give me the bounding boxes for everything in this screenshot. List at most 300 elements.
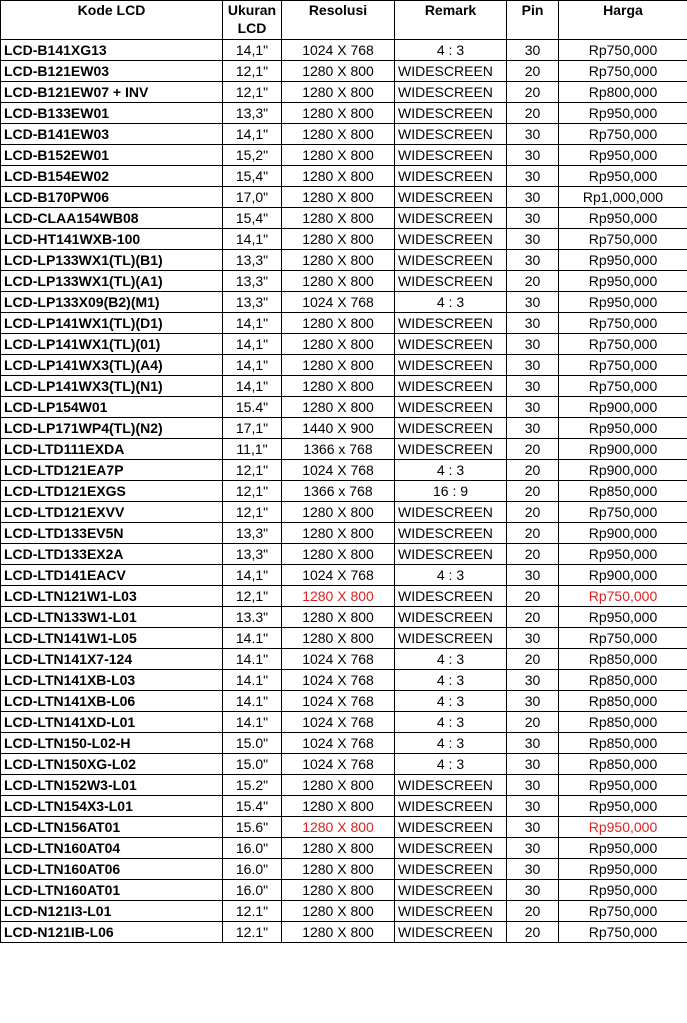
table-row	[1, 313, 687, 334]
cell-size: 12,1"	[223, 460, 282, 481]
table-row	[1, 271, 687, 292]
cell-pin: 30	[507, 733, 559, 754]
table-row	[1, 880, 687, 901]
cell-size: 14,1"	[223, 40, 282, 61]
table-row	[1, 124, 687, 145]
cell-price: Rp900,000	[559, 565, 687, 586]
cell-code: LCD-LTN152W3-L01	[1, 775, 223, 796]
cell-pin: 20	[507, 82, 559, 103]
cell-pin: 30	[507, 145, 559, 166]
cell-pin: 30	[507, 796, 559, 817]
table-row	[1, 565, 687, 586]
cell-price: Rp950,000	[559, 859, 687, 880]
cell-price: Rp900,000	[559, 523, 687, 544]
cell-remark: WIDESCREEN	[395, 187, 507, 208]
cell-remark: WIDESCREEN	[395, 355, 507, 376]
cell-resolution: 1280 X 800	[282, 397, 395, 418]
cell-price: Rp750,000	[559, 628, 687, 649]
cell-price: Rp850,000	[559, 649, 687, 670]
cell-remark: WIDESCREEN	[395, 397, 507, 418]
cell-remark: WIDESCREEN	[395, 271, 507, 292]
cell-price: Rp950,000	[559, 880, 687, 901]
cell-pin: 20	[507, 544, 559, 565]
cell-resolution: 1280 X 800	[282, 250, 395, 271]
table-row	[1, 586, 687, 607]
cell-remark: WIDESCREEN	[395, 523, 507, 544]
cell-resolution: 1280 X 800	[282, 61, 395, 82]
cell-pin: 30	[507, 250, 559, 271]
cell-code: LCD-N121IB-L06	[1, 922, 223, 943]
cell-price: Rp900,000	[559, 460, 687, 481]
cell-size: 16.0"	[223, 859, 282, 880]
table-row	[1, 376, 687, 397]
cell-pin: 20	[507, 439, 559, 460]
cell-size: 17,1"	[223, 418, 282, 439]
cell-code: LCD-LP141WX1(TL)(01)	[1, 334, 223, 355]
cell-resolution: 1280 X 800	[282, 628, 395, 649]
cell-remark: WIDESCREEN	[395, 607, 507, 628]
table-body	[1, 40, 687, 943]
table-row	[1, 796, 687, 817]
cell-price: Rp850,000	[559, 712, 687, 733]
cell-remark: 4 : 3	[395, 565, 507, 586]
cell-code: LCD-LP154W01	[1, 397, 223, 418]
cell-size: 12,1"	[223, 82, 282, 103]
cell-size: 14.1"	[223, 712, 282, 733]
cell-remark: WIDESCREEN	[395, 817, 507, 838]
cell-code: LCD-LTD133EV5N	[1, 523, 223, 544]
cell-code: LCD-LTD121EXVV	[1, 502, 223, 523]
cell-price: Rp950,000	[559, 796, 687, 817]
cell-price: Rp950,000	[559, 607, 687, 628]
cell-price: Rp950,000	[559, 817, 687, 838]
cell-pin: 30	[507, 775, 559, 796]
cell-size: 15.0"	[223, 754, 282, 775]
cell-size: 13,3"	[223, 523, 282, 544]
cell-size: 17,0"	[223, 187, 282, 208]
cell-remark: 4 : 3	[395, 670, 507, 691]
cell-size: 15.2"	[223, 775, 282, 796]
cell-pin: 20	[507, 901, 559, 922]
header-row	[1, 1, 687, 40]
cell-code: LCD-B170PW06	[1, 187, 223, 208]
cell-remark: WIDESCREEN	[395, 859, 507, 880]
cell-resolution: 1024 X 768	[282, 565, 395, 586]
cell-size: 12,1"	[223, 61, 282, 82]
cell-resolution: 1280 X 800	[282, 376, 395, 397]
cell-size: 14,1"	[223, 313, 282, 334]
cell-price: Rp950,000	[559, 544, 687, 565]
table-row	[1, 229, 687, 250]
cell-size: 14,1"	[223, 376, 282, 397]
cell-pin: 30	[507, 880, 559, 901]
cell-size: 12,1"	[223, 586, 282, 607]
cell-code: LCD-LTN154X3-L01	[1, 796, 223, 817]
cell-pin: 30	[507, 166, 559, 187]
cell-resolution: 1280 X 800	[282, 103, 395, 124]
cell-size: 13,3"	[223, 292, 282, 313]
cell-size: 15.4"	[223, 796, 282, 817]
cell-code: LCD-LTD121EXGS	[1, 481, 223, 502]
cell-code: LCD-LP141WX3(TL)(N1)	[1, 376, 223, 397]
cell-price: Rp850,000	[559, 691, 687, 712]
cell-pin: 20	[507, 481, 559, 502]
cell-remark: WIDESCREEN	[395, 250, 507, 271]
cell-remark: 4 : 3	[395, 712, 507, 733]
table-row	[1, 859, 687, 880]
cell-resolution: 1280 X 800	[282, 124, 395, 145]
cell-pin: 30	[507, 208, 559, 229]
cell-size: 15,4"	[223, 208, 282, 229]
cell-code: LCD-B141EW03	[1, 124, 223, 145]
table-row	[1, 145, 687, 166]
cell-size: 14,1"	[223, 124, 282, 145]
cell-remark: WIDESCREEN	[395, 376, 507, 397]
cell-code: LCD-LTN156AT01	[1, 817, 223, 838]
cell-remark: 16 : 9	[395, 481, 507, 502]
cell-remark: WIDESCREEN	[395, 418, 507, 439]
cell-code: LCD-LP133WX1(TL)(A1)	[1, 271, 223, 292]
cell-remark: WIDESCREEN	[395, 775, 507, 796]
cell-pin: 20	[507, 649, 559, 670]
cell-pin: 20	[507, 103, 559, 124]
cell-remark: WIDESCREEN	[395, 880, 507, 901]
cell-size: 15.6"	[223, 817, 282, 838]
cell-code: LCD-LTN141XB-L03	[1, 670, 223, 691]
cell-pin: 20	[507, 460, 559, 481]
cell-resolution: 1024 X 768	[282, 754, 395, 775]
cell-price: Rp900,000	[559, 439, 687, 460]
cell-resolution: 1280 X 800	[282, 523, 395, 544]
cell-code: LCD-LTN141X7-124	[1, 649, 223, 670]
table-row	[1, 733, 687, 754]
table-row	[1, 418, 687, 439]
cell-size: 16.0"	[223, 838, 282, 859]
cell-remark: 4 : 3	[395, 460, 507, 481]
cell-code: LCD-LTN141XB-L06	[1, 691, 223, 712]
cell-size: 16.0"	[223, 880, 282, 901]
cell-resolution: 1024 X 768	[282, 292, 395, 313]
cell-code: LCD-LTN141W1-L05	[1, 628, 223, 649]
cell-size: 14.1"	[223, 691, 282, 712]
table-row	[1, 439, 687, 460]
header-resolution: Resolusi	[282, 1, 395, 40]
table-row	[1, 355, 687, 376]
cell-code: LCD-LTN141XD-L01	[1, 712, 223, 733]
cell-code: LCD-LTD133EX2A	[1, 544, 223, 565]
cell-remark: WIDESCREEN	[395, 166, 507, 187]
cell-size: 14.1"	[223, 649, 282, 670]
cell-size: 13,3"	[223, 103, 282, 124]
header-price: Harga	[559, 1, 687, 40]
cell-code: LCD-HT141WXB-100	[1, 229, 223, 250]
cell-size: 13,3"	[223, 544, 282, 565]
cell-code: LCD-LP133WX1(TL)(B1)	[1, 250, 223, 271]
cell-remark: WIDESCREEN	[395, 796, 507, 817]
cell-resolution: 1280 X 800	[282, 313, 395, 334]
cell-price: Rp950,000	[559, 775, 687, 796]
cell-resolution: 1280 X 800	[282, 607, 395, 628]
cell-size: 12.1"	[223, 922, 282, 943]
cell-remark: WIDESCREEN	[395, 922, 507, 943]
cell-size: 15.0"	[223, 733, 282, 754]
cell-pin: 20	[507, 586, 559, 607]
cell-code: LCD-LTN160AT06	[1, 859, 223, 880]
table-row	[1, 754, 687, 775]
cell-price: Rp750,000	[559, 334, 687, 355]
cell-size: 14,1"	[223, 565, 282, 586]
cell-code: LCD-LP141WX3(TL)(A4)	[1, 355, 223, 376]
table-row	[1, 250, 687, 271]
cell-size: 14,1"	[223, 355, 282, 376]
cell-pin: 30	[507, 691, 559, 712]
cell-code: LCD-LP133X09(B2)(M1)	[1, 292, 223, 313]
cell-code: LCD-LTN160AT04	[1, 838, 223, 859]
table-row	[1, 208, 687, 229]
cell-resolution: 1280 X 800	[282, 880, 395, 901]
table-row	[1, 901, 687, 922]
cell-size: 12,1"	[223, 502, 282, 523]
cell-pin: 30	[507, 859, 559, 880]
cell-remark: WIDESCREEN	[395, 229, 507, 250]
table-row	[1, 187, 687, 208]
cell-pin: 30	[507, 817, 559, 838]
cell-code: LCD-B133EW01	[1, 103, 223, 124]
cell-size: 15,2"	[223, 145, 282, 166]
cell-resolution: 1366 x 768	[282, 439, 395, 460]
cell-pin: 20	[507, 523, 559, 544]
table-row	[1, 334, 687, 355]
cell-remark: WIDESCREEN	[395, 901, 507, 922]
cell-pin: 20	[507, 922, 559, 943]
cell-remark: WIDESCREEN	[395, 124, 507, 145]
table-row	[1, 607, 687, 628]
table-row	[1, 649, 687, 670]
cell-remark: WIDESCREEN	[395, 61, 507, 82]
cell-pin: 20	[507, 502, 559, 523]
cell-resolution: 1280 X 800	[282, 796, 395, 817]
cell-resolution: 1280 X 800	[282, 838, 395, 859]
cell-size: 15,4"	[223, 166, 282, 187]
cell-remark: 4 : 3	[395, 733, 507, 754]
cell-code: LCD-LTN160AT01	[1, 880, 223, 901]
cell-resolution: 1024 X 768	[282, 733, 395, 754]
header-pin: Pin	[507, 1, 559, 40]
cell-size: 13,3"	[223, 250, 282, 271]
cell-resolution: 1024 X 768	[282, 691, 395, 712]
cell-code: LCD-B154EW02	[1, 166, 223, 187]
cell-size: 12,1"	[223, 481, 282, 502]
cell-price: Rp750,000	[559, 124, 687, 145]
cell-price: Rp900,000	[559, 397, 687, 418]
cell-pin: 20	[507, 607, 559, 628]
cell-code: LCD-B121EW03	[1, 61, 223, 82]
cell-remark: WIDESCREEN	[395, 313, 507, 334]
table-row	[1, 82, 687, 103]
cell-price: Rp950,000	[559, 145, 687, 166]
cell-price: Rp750,000	[559, 376, 687, 397]
cell-resolution: 1280 X 800	[282, 187, 395, 208]
cell-pin: 30	[507, 40, 559, 61]
cell-size: 15.4"	[223, 397, 282, 418]
cell-size: 14.1"	[223, 670, 282, 691]
cell-remark: 4 : 3	[395, 292, 507, 313]
cell-pin: 20	[507, 271, 559, 292]
cell-price: Rp750,000	[559, 61, 687, 82]
cell-price: Rp750,000	[559, 313, 687, 334]
cell-price: Rp750,000	[559, 355, 687, 376]
cell-price: Rp850,000	[559, 733, 687, 754]
cell-price: Rp950,000	[559, 271, 687, 292]
cell-resolution: 1280 X 800	[282, 922, 395, 943]
cell-code: LCD-B141XG13	[1, 40, 223, 61]
cell-pin: 30	[507, 124, 559, 145]
cell-size: 13.3"	[223, 607, 282, 628]
cell-pin: 30	[507, 628, 559, 649]
cell-resolution: 1280 X 800	[282, 82, 395, 103]
table-row	[1, 166, 687, 187]
cell-resolution: 1280 X 800	[282, 166, 395, 187]
table-row	[1, 838, 687, 859]
cell-pin: 30	[507, 670, 559, 691]
table-row	[1, 292, 687, 313]
cell-remark: 4 : 3	[395, 691, 507, 712]
cell-price: Rp750,000	[559, 502, 687, 523]
cell-remark: WIDESCREEN	[395, 103, 507, 124]
cell-remark: WIDESCREEN	[395, 628, 507, 649]
header-code: Kode LCD	[1, 1, 223, 40]
cell-remark: WIDESCREEN	[395, 544, 507, 565]
cell-resolution: 1280 X 800	[282, 145, 395, 166]
cell-price: Rp750,000	[559, 922, 687, 943]
table-row	[1, 40, 687, 61]
cell-price: Rp750,000	[559, 229, 687, 250]
cell-pin: 30	[507, 376, 559, 397]
cell-price: Rp750,000	[559, 901, 687, 922]
cell-pin: 30	[507, 754, 559, 775]
table-row	[1, 628, 687, 649]
cell-price: Rp950,000	[559, 838, 687, 859]
cell-resolution: 1280 X 800	[282, 229, 395, 250]
cell-pin: 30	[507, 397, 559, 418]
cell-resolution: 1366 x 768	[282, 481, 395, 502]
table-row	[1, 103, 687, 124]
cell-price: Rp800,000	[559, 82, 687, 103]
header-size: Ukuran LCD	[223, 1, 282, 40]
cell-pin: 20	[507, 712, 559, 733]
cell-pin: 30	[507, 313, 559, 334]
cell-remark: WIDESCREEN	[395, 586, 507, 607]
cell-code: LCD-LTN150-L02-H	[1, 733, 223, 754]
cell-resolution: 1280 X 800	[282, 817, 395, 838]
cell-code: LCD-B121EW07 + INV	[1, 82, 223, 103]
cell-pin: 30	[507, 187, 559, 208]
cell-resolution: 1024 X 768	[282, 40, 395, 61]
cell-resolution: 1280 X 800	[282, 355, 395, 376]
cell-remark: 4 : 3	[395, 754, 507, 775]
cell-price: Rp1,000,000	[559, 187, 687, 208]
cell-remark: WIDESCREEN	[395, 334, 507, 355]
table-row	[1, 61, 687, 82]
cell-code: LCD-LTD141EACV	[1, 565, 223, 586]
cell-resolution: 1024 X 768	[282, 649, 395, 670]
cell-remark: WIDESCREEN	[395, 502, 507, 523]
cell-size: 13,3"	[223, 271, 282, 292]
cell-pin: 30	[507, 229, 559, 250]
cell-remark: WIDESCREEN	[395, 145, 507, 166]
cell-price: Rp950,000	[559, 208, 687, 229]
header-remark: Remark	[395, 1, 507, 40]
table-row	[1, 817, 687, 838]
table-row	[1, 460, 687, 481]
cell-price: Rp850,000	[559, 481, 687, 502]
table-row	[1, 397, 687, 418]
cell-pin: 30	[507, 292, 559, 313]
cell-size: 11,1"	[223, 439, 282, 460]
cell-code: LCD-LTN121W1-L03	[1, 586, 223, 607]
cell-remark: 4 : 3	[395, 649, 507, 670]
table-row	[1, 481, 687, 502]
table-row	[1, 544, 687, 565]
cell-code: LCD-CLAA154WB08	[1, 208, 223, 229]
cell-pin: 30	[507, 838, 559, 859]
cell-price: Rp950,000	[559, 250, 687, 271]
cell-resolution: 1280 X 800	[282, 544, 395, 565]
cell-pin: 30	[507, 355, 559, 376]
cell-remark: WIDESCREEN	[395, 838, 507, 859]
cell-size: 14.1"	[223, 628, 282, 649]
cell-price: Rp950,000	[559, 292, 687, 313]
cell-resolution: 1280 X 800	[282, 586, 395, 607]
table-row	[1, 712, 687, 733]
cell-resolution: 1280 X 800	[282, 502, 395, 523]
cell-pin: 30	[507, 565, 559, 586]
cell-resolution: 1280 X 800	[282, 208, 395, 229]
cell-size: 14,1"	[223, 334, 282, 355]
cell-price: Rp750,000	[559, 586, 687, 607]
cell-remark: 4 : 3	[395, 40, 507, 61]
cell-price: Rp950,000	[559, 166, 687, 187]
cell-code: LCD-B152EW01	[1, 145, 223, 166]
cell-code: LCD-LTN150XG-L02	[1, 754, 223, 775]
cell-size: 12.1"	[223, 901, 282, 922]
table-row	[1, 523, 687, 544]
cell-code: LCD-LP171WP4(TL)(N2)	[1, 418, 223, 439]
cell-pin: 20	[507, 61, 559, 82]
cell-remark: WIDESCREEN	[395, 82, 507, 103]
cell-code: LCD-LTN133W1-L01	[1, 607, 223, 628]
table-row	[1, 670, 687, 691]
cell-resolution: 1024 X 768	[282, 712, 395, 733]
cell-price: Rp750,000	[559, 40, 687, 61]
table-row	[1, 691, 687, 712]
cell-price: Rp950,000	[559, 103, 687, 124]
table-row	[1, 922, 687, 943]
table-row	[1, 502, 687, 523]
cell-resolution: 1280 X 800	[282, 859, 395, 880]
cell-resolution: 1024 X 768	[282, 460, 395, 481]
cell-resolution: 1024 X 768	[282, 670, 395, 691]
cell-code: LCD-LTD121EA7P	[1, 460, 223, 481]
cell-resolution: 1440 X 900	[282, 418, 395, 439]
cell-resolution: 1280 X 800	[282, 775, 395, 796]
cell-code: LCD-LP141WX1(TL)(D1)	[1, 313, 223, 334]
cell-price: Rp850,000	[559, 754, 687, 775]
cell-resolution: 1280 X 800	[282, 271, 395, 292]
cell-price: Rp950,000	[559, 418, 687, 439]
cell-code: LCD-LTD111EXDA	[1, 439, 223, 460]
cell-pin: 30	[507, 334, 559, 355]
